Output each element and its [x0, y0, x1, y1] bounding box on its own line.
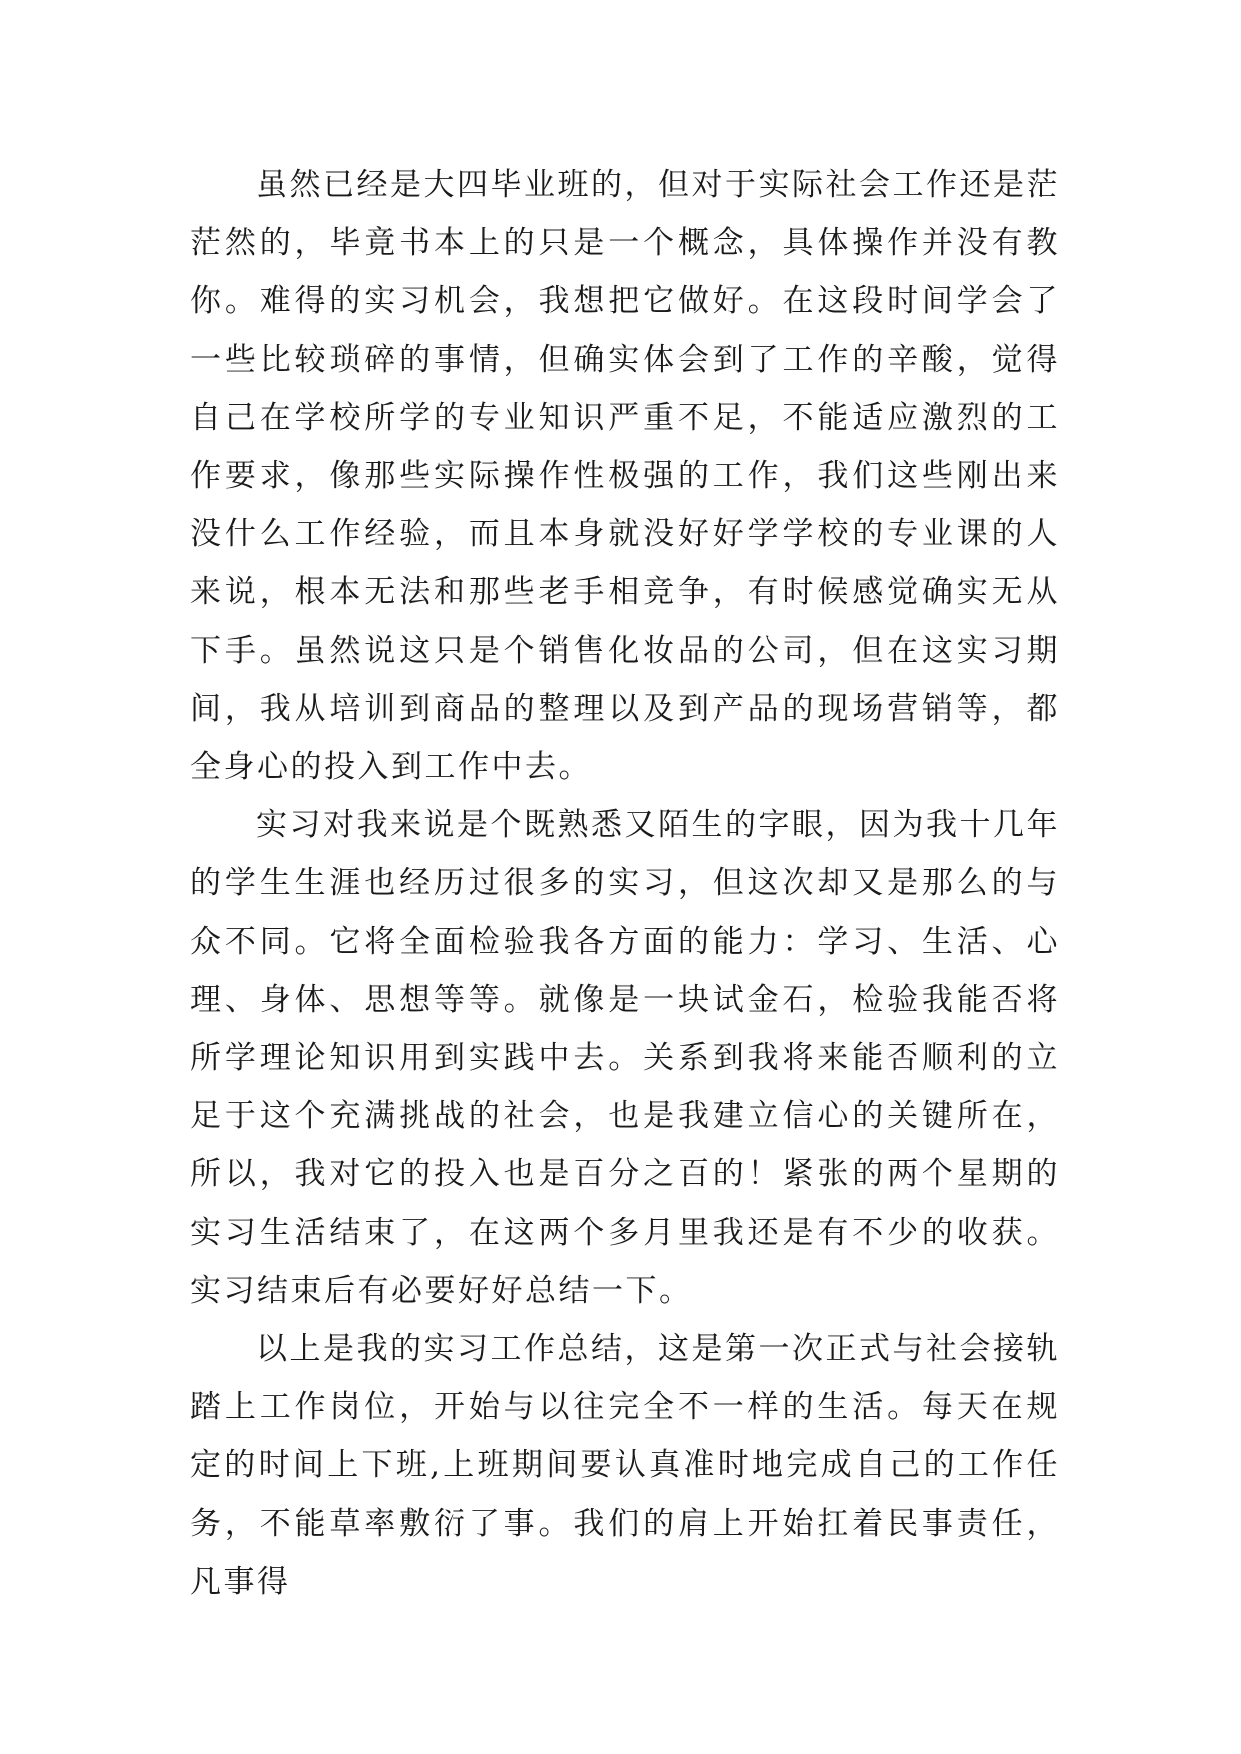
paragraph-1: 虽然已经是大四毕业班的，但对于实际社会工作还是茫茫然的，毕竟书本上的只是一个概念，具体操作并没有教你。难得的实习机会，我想把它做好。在这段时间学会了一些比较琐碎的事情，但确实体会到了工作的辛酸，觉得自己在学校所学的专业知识严重不足，不能适应激烈的工作要求，像那些实际操作性极强的工作，我们这些刚出来没什么工作经验，而且本身就没好好学学校的专业课的人来说，根本无法和那些老手相竞争，有时候感觉确实无从下手。虽然说这只是个销售化妆品的公司，但在这实习期间，我从培训到商品的整理以及到产品的现场营销等，都全身心的投入到工作中去。 [190, 167, 1060, 786]
paragraph-2: 实习对我来说是个既熟悉又陌生的字眼，因为我十几年的学生生涯也经历过很多的实习，但这次却又是那么的与众不同。它将全面检验我各方面的能力：学习、生活、心理、身体、思想等等。就像是一块试金石，检验我能否将所学理论知识用到实践中去。关系到我将来能否顺利的立足于这个充满挑战的社会，也是我建立信心的关键所在，所以，我对它的投入也是百分之百的！紧张的两个星期的实习生活结束了，在这两个多月里我还是有不少的收获。实习结束后有必要好好总结一下。 [190, 807, 1060, 1309]
paragraph-3: 以上是我的实习工作总结，这是第一次正式与社会接轨踏上工作岗位，开始与以往完全不一样的生活。每天在规定的时间上下班,上班期间要认真准时地完成自己的工作任务，不能草率敷衍了事。我们的肩上开始扛着民事责任，凡事得 [190, 1331, 1060, 1600]
document-body [190, 156, 1060, 1611]
